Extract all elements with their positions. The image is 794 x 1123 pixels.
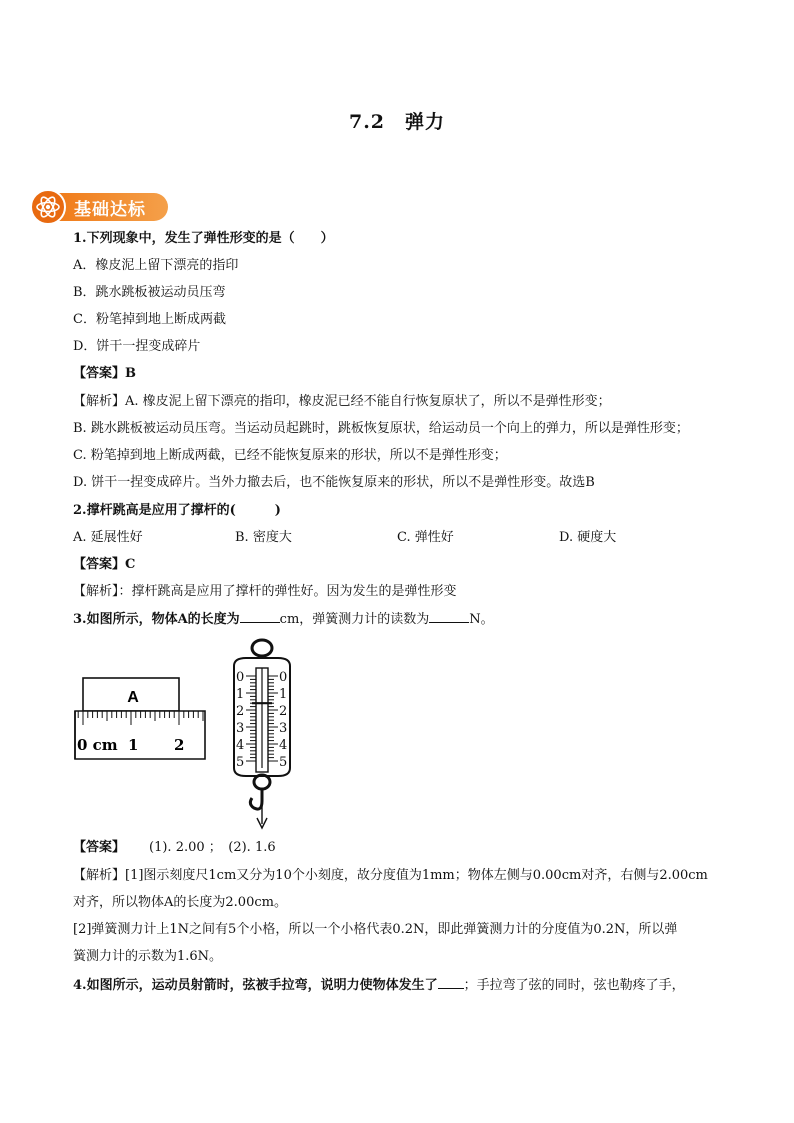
object-a-label: A: [127, 689, 139, 706]
scale-left-label: 0: [236, 670, 245, 685]
section-label: 基础达标: [74, 200, 146, 220]
scale-left-label: 5: [236, 755, 245, 770]
q2-option-b: B. 密度大: [235, 530, 292, 545]
section-badge: [30, 189, 170, 225]
q3-blank-1: [240, 610, 280, 623]
scale-bottom-ring: [254, 775, 270, 789]
q2-analysis: 【解析】：撑杆跳高是应用了撑杆的弹性好。因为发生的是弹性形变: [73, 584, 457, 599]
q3-analysis-line: 【解析】[1]图示刻度尺1cm又分为10个小刻度，故分度值为1mm；物体左侧与0.00cm对齐，右侧与2.00cm: [73, 868, 708, 883]
q2-answer: 【答案】C: [73, 557, 136, 572]
scale-right-label: 0: [279, 670, 288, 685]
q3-analysis-line: [2]弹簧测力计上1N之间有5个小格，所以一个小格代表0.2N，即此弹簧测力计的分度值为0.2N，所以弹: [73, 922, 678, 937]
scale-left-label: 3: [236, 721, 245, 736]
q3-blank-2: [429, 610, 469, 623]
ruler-figure: [73, 675, 209, 761]
q3-answer-values: (1). 2.00 ； (2). 1.6: [149, 840, 276, 855]
q3-answer-label: 【答案】: [73, 840, 126, 855]
scale-right-label: 1: [279, 687, 288, 702]
q4-stem: [73, 976, 685, 995]
page-title: 7.2 弹力: [348, 111, 446, 133]
scale-right-label: 5: [279, 755, 288, 770]
scale-left-label: 1: [236, 687, 245, 702]
q3-stem-b: cm，弹簧测力计的读数为: [279, 612, 430, 627]
q2-option-c: C. 弹性好: [397, 530, 454, 545]
q3-stem-c: N。: [469, 612, 494, 627]
q1-stem-text: 1.下列现象中，发生了弹性形变的是（ ）: [73, 231, 334, 246]
scale-left-label: 2: [236, 704, 245, 719]
q3-analysis-line: 簧测力计的示数为1.6N。: [73, 949, 223, 964]
scale-right-label: 3: [279, 721, 288, 736]
q1-analysis-line: C. 粉笔掉到地上断成两截，已经不能恢复原来的形状，所以不是弹性形变；: [73, 448, 507, 463]
q4-stem-b: ；手拉弯了弦的同时，弦也勒疼了手，: [463, 978, 685, 993]
q1-option-c: C．粉笔掉到地上断成两截: [73, 312, 226, 327]
ruler-tick-label: 0 cm: [77, 736, 118, 754]
scale-hook: [250, 789, 262, 809]
scale-right-label: 4: [279, 738, 288, 753]
ruler-tick-label: 1: [128, 736, 139, 754]
q1-option-b: B．跳水跳板被运动员压弯: [73, 285, 226, 300]
q4-blank-1: [438, 976, 464, 989]
q2-option-a: A. 延展性好: [73, 530, 143, 545]
q2-option-d: D. 硬度大: [559, 530, 617, 545]
q2-stem: 2.撑杆跳高是应用了撑杆的( ): [73, 503, 281, 518]
scale-top-ring: [252, 640, 272, 656]
q1-option-d: D．饼干一捏变成碎片: [73, 339, 201, 354]
q1-analysis-line: D. 饼干一捏变成碎片。当外力撤去后，也不能恢复原来的形状，所以不是弹性形变。故选B: [73, 475, 595, 490]
q1-answer: 【答案】B: [73, 366, 136, 381]
q3-stem-a: 3.如图所示，物体A的长度为: [73, 612, 240, 627]
q1-option-a: A．橡皮泥上留下漂亮的指印: [73, 258, 239, 273]
q4-stem-a: 4.如图所示，运动员射箭时，弦被手拉弯，说明力使物体发生了: [73, 978, 438, 993]
q1-analysis-line: B. 跳水跳板被运动员压弯。当运动员起跳时，跳板恢复原状，给运动员一个向上的弹力，所以是弹性形变；: [73, 421, 689, 436]
ruler-tick-label: 2: [174, 736, 185, 754]
scale-right-label: 2: [279, 704, 288, 719]
q3-answer: [73, 839, 276, 857]
q1-stem: [73, 230, 334, 248]
q3-analysis-line: 对齐，所以物体A的长度为2.00cm。: [73, 895, 287, 910]
scale-left-label: 4: [236, 738, 245, 753]
q1-analysis-line: 【解析】A. 橡皮泥上留下漂亮的指印，橡皮泥已经不能自行恢复原状了，所以不是弹性形变；: [73, 394, 611, 409]
spring-scale-figure: [226, 636, 296, 832]
atom-icon: [30, 189, 66, 225]
q3-stem: [73, 610, 494, 629]
